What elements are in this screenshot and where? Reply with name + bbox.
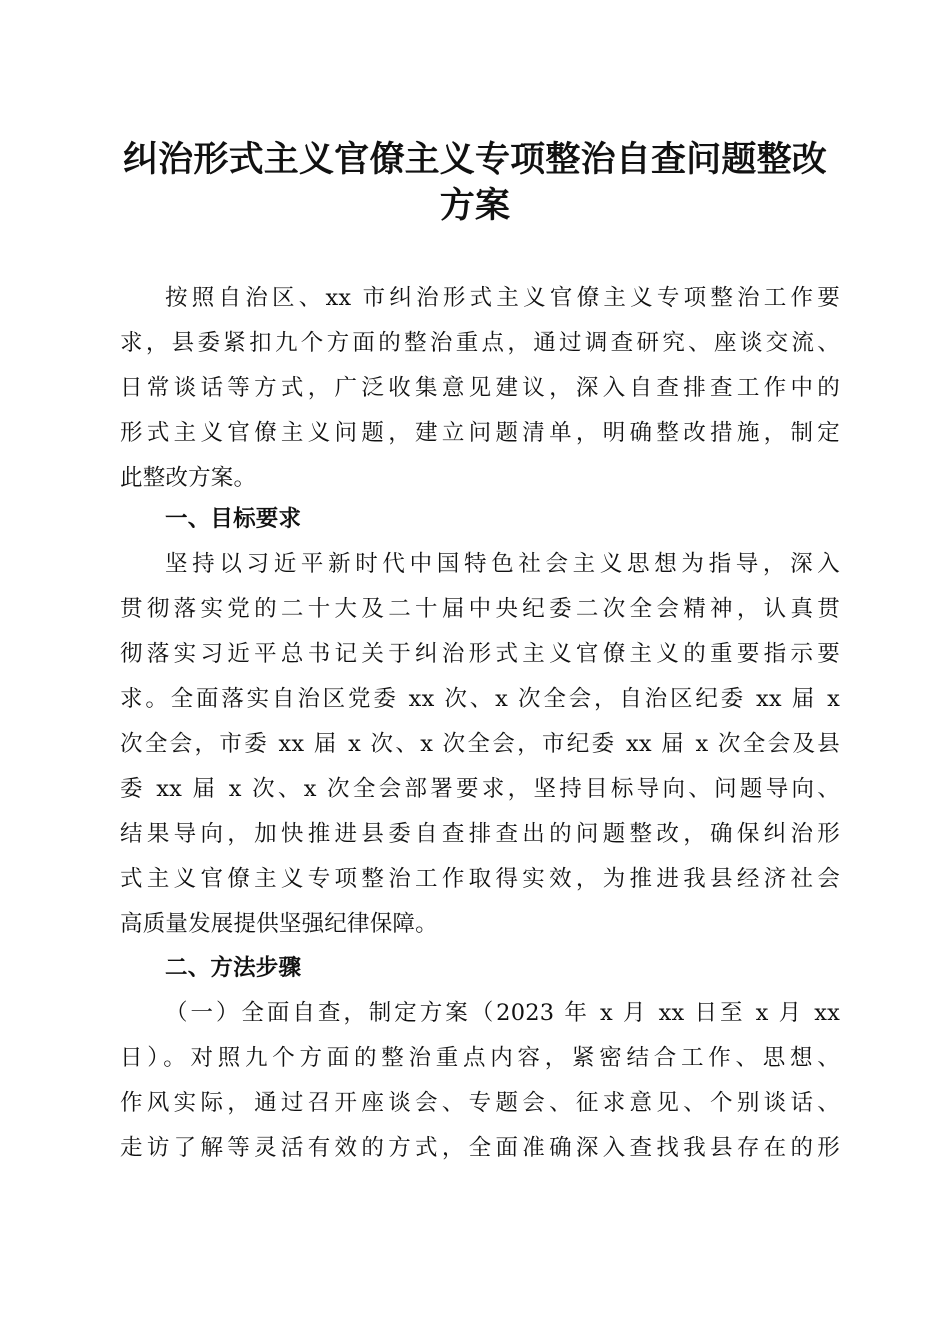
section-heading: 一、目标要求 [165,506,302,532]
paragraph-line: 求。全面落实自治区党委 xx 次、x 次全会，自治区纪委 xx 届 x [120,686,840,712]
paragraph-line: 日）。对照九个方面的整治重点内容，紧密结合工作、思想、 [120,1045,840,1071]
paragraph-line: 形式主义官僚主义问题，建立问题清单，明确整改措施，制定 [120,420,840,446]
paragraph-line: 此整改方案。 [120,465,257,491]
section-2 [120,946,840,1171]
section-1 [120,497,840,947]
paragraph-line: 委 xx 届 x 次、x 次全会部署要求，坚持目标导向、问题导向、 [120,776,840,802]
paragraph-line: （一）全面自查，制定方案（2023 年 x 月 xx 日至 x 月 xx [165,1000,840,1026]
title-line-1: 纠治形式主义官僚主义专项整治自查问题整改 [122,139,827,180]
title-line-2: 方案 [439,185,511,226]
paragraph-line: 高质量发展提供坚强纪律保障。 [120,911,438,937]
paragraph-line: 彻落实习近平总书记关于纠治形式主义官僚主义的重要指示要 [120,641,840,667]
section-heading: 二、方法步骤 [165,955,302,981]
paragraph-line: 按照自治区、xx 市纠治形式主义官僚主义专项整治工作要 [165,285,840,311]
paragraph-line: 日常谈话等方式，广泛收集意见建议，深入自查排查工作中的 [120,375,840,401]
paragraph-line: 作风实际，通过召开座谈会、专题会、征求意见、个别谈话、 [120,1090,840,1116]
document-title [100,137,850,229]
paragraph-line: 走访了解等灵活有效的方式，全面准确深入查找我县存在的形 [120,1135,840,1161]
paragraph-line: 贯彻落实党的二十大及二十届中央纪委二次全会精神，认真贯 [120,596,840,622]
paragraph-line: 求，县委紧扣九个方面的整治重点，通过调查研究、座谈交流、 [120,330,840,356]
intro-paragraph [120,276,840,501]
paragraph-line: 结果导向，加快推进县委自查排查出的问题整改，确保纠治形 [120,821,840,847]
paragraph-line: 式主义官僚主义专项整治工作取得实效，为推进我县经济社会 [120,866,840,892]
paragraph-line: 次全会，市委 xx 届 x 次、x 次全会，市纪委 xx 届 x 次全会及县 [120,731,840,757]
paragraph-line: 坚持以习近平新时代中国特色社会主义思想为指导，深入 [165,551,840,577]
